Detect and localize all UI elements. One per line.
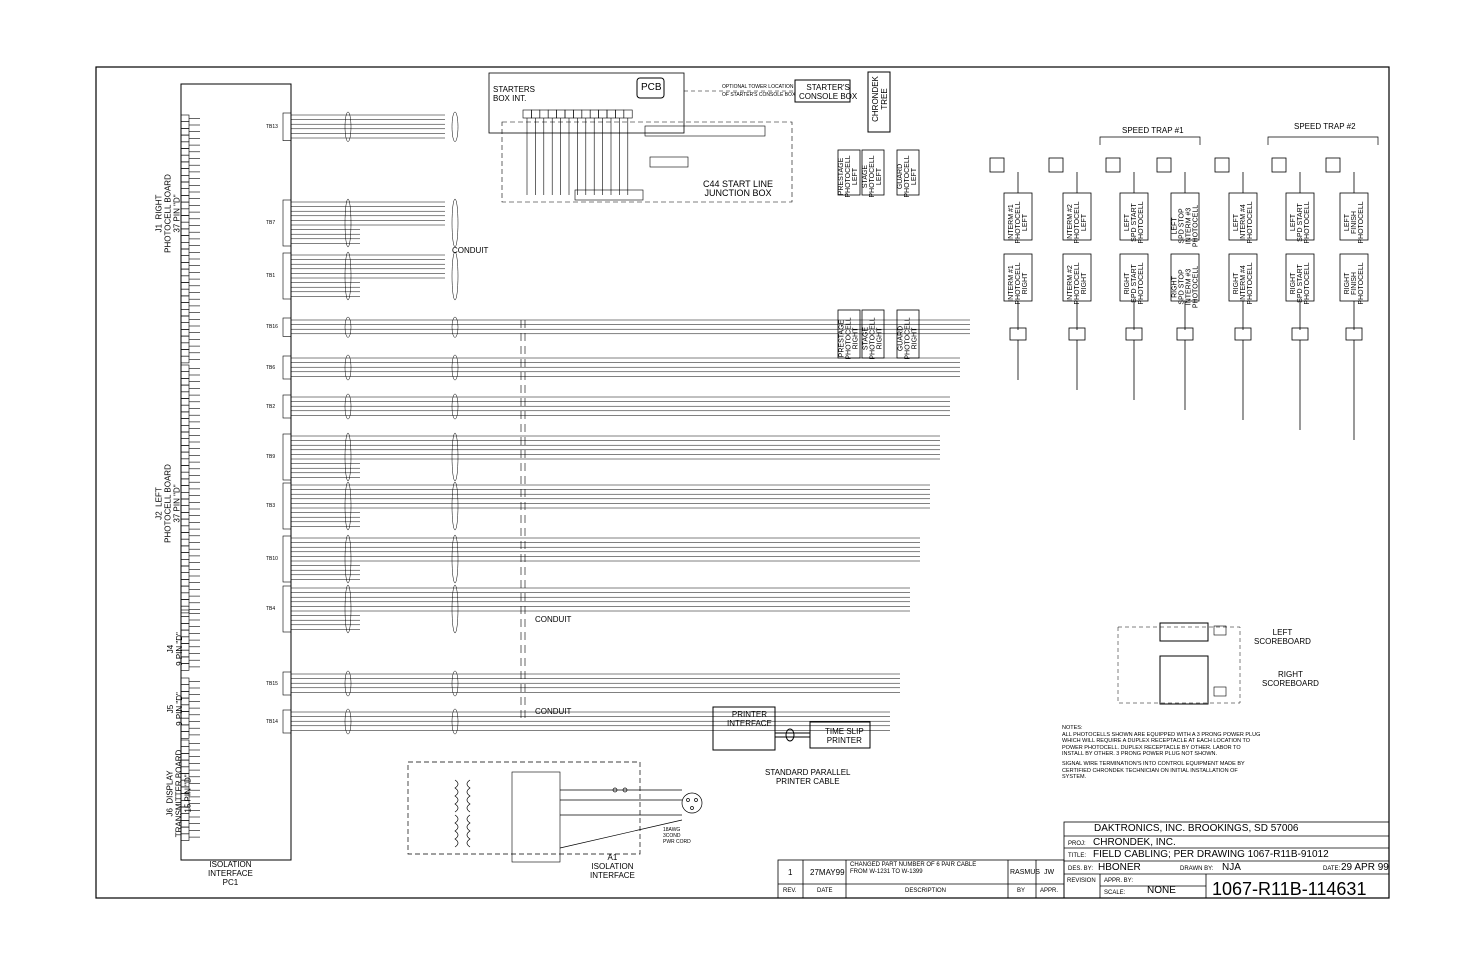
connector-pin — [181, 506, 189, 513]
terminal-block-label: TB3 — [266, 503, 276, 509]
rev-header-rev: REV. — [783, 888, 797, 894]
a1-isolation-box — [408, 762, 640, 854]
connector-pin — [181, 202, 189, 209]
terminal-block — [283, 113, 291, 141]
speed-trap-2-label: SPEED TRAP #2 — [1294, 122, 1356, 131]
rev-appr: JW — [1044, 869, 1055, 876]
cable-shield — [452, 585, 458, 633]
chrondek-tree-label: CHRONDEK TREE — [871, 76, 889, 122]
connector-pin — [181, 566, 189, 573]
tb-des: HBONER — [1098, 862, 1141, 873]
terminal-block — [283, 395, 291, 418]
tb-des-label: DES. BY: — [1068, 866, 1094, 872]
tb-appr-label: APPR. BY: — [1104, 878, 1134, 884]
connector-pin — [181, 526, 189, 533]
connector-pin — [181, 600, 189, 607]
connector-pin — [181, 189, 189, 196]
tb-drawn-label: DRAWN BY: — [1180, 866, 1214, 872]
connector-pin — [181, 519, 189, 526]
connector-pin — [181, 425, 189, 432]
starters-box-terminal — [582, 110, 590, 118]
rev-header-date: DATE — [817, 888, 833, 894]
trap-photocell-right-label: INTERM #2 PHOTOCELL RIGHT — [1067, 262, 1088, 305]
connector-pin — [181, 296, 189, 303]
left-scoreboard-box — [1160, 623, 1208, 641]
connector-pin — [181, 546, 189, 553]
connector-pin — [181, 175, 189, 182]
terminal-block-group — [283, 113, 291, 733]
time-slip-printer-label: TIME SLIP PRINTER — [825, 727, 864, 745]
connector-pin — [181, 142, 189, 149]
connector-pin — [181, 182, 189, 189]
connector-pin — [181, 499, 189, 506]
connector-pin — [181, 439, 189, 446]
terminal-block — [283, 536, 291, 582]
conduit-label-3: CONDUIT — [535, 707, 572, 716]
connector-pin — [181, 559, 189, 566]
rev-header-by: BY — [1017, 888, 1026, 894]
cable-shield — [452, 482, 458, 530]
printer-cable-label: STANDARD PARALLEL PRINTER CABLE — [765, 768, 851, 786]
tb-proj-label: PROJ: — [1068, 841, 1086, 847]
cable-shield — [345, 199, 351, 247]
connector-pin — [181, 365, 189, 372]
connector-pin — [181, 533, 189, 540]
terminal-block-label: TB15 — [266, 680, 278, 687]
plug-connector — [1049, 158, 1063, 172]
plug-connector — [990, 158, 1004, 172]
connector-pin — [181, 249, 189, 256]
terminal-block-label: TB13 — [266, 123, 278, 130]
connector-pin — [181, 262, 189, 269]
cable-shield — [452, 112, 458, 142]
start-photocell-right-label: STAGE PHOTOCELL RIGHT — [862, 317, 884, 360]
connector-pin — [181, 452, 189, 459]
tb-title-label: TITLE: — [1068, 853, 1087, 859]
trap-photocell-left-label: LEFT SPD START PHOTOCELL — [1124, 201, 1145, 244]
rev-description: CHANGED PART NUMBER OF 6 PAIR CABLE FROM W-1231 TO W-1399 — [850, 862, 977, 875]
tb-date-label: DATE: — [1323, 866, 1341, 872]
connector-pin — [181, 593, 189, 600]
connector-pin — [181, 195, 189, 202]
connector-pin — [181, 309, 189, 316]
notes-title: NOTES: — [1062, 725, 1083, 731]
j2-board-label: J2 LEFT PHOTOCELL BOARD 37 PIN "D" — [154, 464, 182, 543]
rev-date: 27MAY99 — [810, 868, 845, 877]
start-photocell-left-label: STAGE PHOTOCELL LEFT — [862, 155, 883, 198]
trap-photocell-right-label: RIGHT SPD START PHOTOCELL — [1290, 262, 1311, 305]
tb-drawing-number: 1067-R11B-114631 — [1212, 879, 1367, 899]
terminal-block-label: TB6 — [266, 364, 276, 371]
trap-photocell-right-label: RIGHT SPD START PHOTOCELL — [1124, 262, 1145, 305]
start-photocell-right-label: PRESTAGE PHOTOCELL RIGHT — [838, 317, 860, 360]
start-photocell-left-label: PRESTAGE PHOTOCELL LEFT — [838, 155, 859, 198]
connector-pin — [181, 586, 189, 593]
starters-box-terminal — [590, 110, 598, 118]
cable-shield — [345, 482, 351, 530]
trap-photocell-right-label: INTERM #1 PHOTOCELL RIGHT — [1008, 262, 1029, 305]
tb-proj: CHRONDEK, INC. — [1093, 837, 1176, 848]
j4-label: J4 9 PIN "D" — [166, 632, 184, 666]
cable-shield — [345, 535, 351, 583]
connector-pin — [181, 405, 189, 412]
connector-pin — [181, 222, 189, 229]
connector-pin — [181, 229, 189, 236]
terminal-block — [283, 253, 291, 299]
connector-pin — [181, 155, 189, 162]
rev-number: 1 — [788, 868, 793, 877]
connector-pin — [181, 350, 189, 357]
a1-label: A1 ISOLATION INTERFACE — [590, 853, 635, 880]
terminal-block — [283, 434, 291, 480]
connector-pin — [181, 419, 189, 426]
rev-header-desc: DESCRIPTION — [905, 888, 947, 894]
connector-pin — [181, 399, 189, 406]
rev-header-appr: APPR. — [1040, 888, 1059, 894]
trap-photocell-left-label: LEFT SPD START PHOTOCELL — [1290, 201, 1311, 244]
notes-block — [1062, 725, 1262, 781]
pcb-label: PCB — [641, 82, 662, 93]
plug-connector — [1106, 158, 1120, 172]
tb-drawn: NJA — [1222, 862, 1241, 873]
terminal-block-label: TB1 — [266, 273, 276, 279]
cable-shield — [452, 252, 458, 300]
terminal-block-label: TB10 — [266, 556, 278, 562]
rev-by: RASMUS — [1010, 869, 1040, 876]
starters-box-terminal — [531, 110, 539, 118]
terminal-block-label: TB4 — [266, 606, 276, 612]
connector-pin — [181, 378, 189, 385]
connector-pin — [181, 276, 189, 283]
connector-pin — [181, 356, 189, 363]
connector-pin — [181, 392, 189, 399]
starters-box-terminal — [557, 110, 565, 118]
terminal-block-label: TB9 — [266, 454, 276, 460]
right-scoreboard-label: RIGHT SCOREBOARD — [1262, 670, 1319, 688]
plug-connector — [1157, 158, 1171, 172]
starters-console-label: STARTER'S CONSOLE BOX — [799, 83, 858, 101]
trap-photocell-left-label: LEFT FINISH PHOTOCELL — [1344, 201, 1365, 244]
starters-box-terminal — [615, 110, 623, 118]
connector-pin — [181, 269, 189, 276]
connector-pin — [181, 323, 189, 330]
tb-company: DAKTRONICS, INC. BROOKINGS, SD 57006 — [1094, 823, 1299, 834]
tb-title: FIELD CABLING; PER DRAWING 1067-R11B-91012 — [1093, 849, 1329, 860]
connector-pin — [181, 385, 189, 392]
connector-pin — [181, 256, 189, 263]
cable-shield — [452, 535, 458, 583]
connector-pin — [181, 115, 189, 122]
connector-pin — [181, 303, 189, 310]
connector-pin — [181, 122, 189, 129]
terminal-block — [283, 483, 291, 529]
plug-connector — [1215, 158, 1229, 172]
connector-pin — [181, 329, 189, 336]
trap-photocell-right-label: RIGHT FINISH PHOTOCELL — [1344, 262, 1365, 305]
connector-pin — [181, 610, 189, 617]
connector-pin — [181, 486, 189, 493]
tower-note: OPTIONAL TOWER LOCATION OF STARTER'S CONSOLE BOX — [722, 84, 796, 98]
trap-photocell-left-label: LEFT SPD STOP INTERM #3 PHOTOCELL — [1171, 204, 1200, 248]
cable-shield — [345, 585, 351, 633]
left-scoreboard-label: LEFT SCOREBOARD — [1254, 628, 1311, 646]
connector-pin — [181, 242, 189, 249]
connector-pin — [181, 169, 189, 176]
tb-date: 29 APR 99 — [1341, 862, 1389, 873]
connector-pin — [181, 579, 189, 586]
connector-pin — [181, 336, 189, 343]
trap-photocell-right-label: RIGHT SPD STOP INTERM #3 PHOTOCELL — [1171, 265, 1200, 309]
j1-board-label: J1 RIGHT PHOTOCELL BOARD 37 PIN "D" — [154, 174, 182, 253]
speed-trap-1-label: SPEED TRAP #1 — [1122, 126, 1184, 135]
tb-revision-label: REVISION — [1067, 878, 1096, 884]
connector-pin — [181, 135, 189, 142]
trap-photocell-left-label: INTERM #2 PHOTOCELL LEFT — [1067, 201, 1088, 244]
connector-pin — [181, 606, 189, 613]
conduit-label-1: CONDUIT — [452, 246, 489, 255]
starters-box-terminal — [573, 110, 581, 118]
right-scoreboard-box — [1160, 656, 1208, 704]
speed-trap-1-bracket — [1100, 137, 1200, 145]
connector-pin — [181, 316, 189, 323]
terminal-block — [283, 672, 291, 695]
starters-box-terminal — [607, 110, 615, 118]
terminal-block — [283, 586, 291, 632]
starters-box-terminal — [565, 110, 573, 118]
plug-connector — [1272, 158, 1286, 172]
connector-pin — [181, 512, 189, 519]
connector-pin — [181, 343, 189, 350]
connector-pin — [181, 479, 189, 486]
printer-interface-label: PRINTER INTERFACE — [727, 710, 772, 728]
j5-label: J5 9 PIN "D" — [166, 692, 184, 726]
connector-pin — [181, 162, 189, 169]
terminal-block-label: TB14 — [266, 718, 278, 725]
connector-pin — [181, 128, 189, 135]
connector-pin — [181, 539, 189, 546]
connector-pin — [181, 445, 189, 452]
connector-pin — [181, 289, 189, 296]
connector-pin — [181, 432, 189, 439]
connector-pin — [181, 209, 189, 216]
terminal-block-label: TB2 — [266, 403, 276, 410]
starters-box-terminal — [540, 110, 548, 118]
cable-shield — [345, 433, 351, 481]
connector-pin — [181, 553, 189, 560]
start-photocell-right-label: GUARD PHOTOCELL RIGHT — [897, 317, 919, 360]
junction-box-label: C44 START LINE JUNCTION BOX — [703, 179, 774, 198]
terminal-block — [283, 318, 291, 336]
connector-pin — [181, 412, 189, 419]
conduit-label-2: CONDUIT — [535, 615, 572, 624]
cable-shield — [345, 252, 351, 300]
connector-pin — [181, 573, 189, 580]
trap-photocell-right-label: RIGHT INTERM #4 PHOTOCELL — [1233, 262, 1254, 305]
connector-pin — [181, 236, 189, 243]
start-photocell-left-label: GUARD PHOTOCELL LEFT — [897, 155, 918, 198]
terminal-block — [283, 356, 291, 379]
trap-photocell-left-label: INTERM #1 PHOTOCELL LEFT — [1008, 201, 1029, 244]
tb-scale: NONE — [1147, 885, 1176, 896]
starters-box-terminal — [523, 110, 531, 118]
cable-shield — [452, 433, 458, 481]
terminal-block — [283, 200, 291, 246]
connector-pin — [181, 466, 189, 473]
connector-pin — [181, 459, 189, 466]
notes-body-2: SIGNAL WIRE TERMINATION'S INTO CONTROL EQUIPMENT MADE BY CERTIFIED CHRONDEK TECHNICIAN ON INITIAL INSTALLATION OF SYSTEM. — [1062, 760, 1245, 781]
terminal-block-label: TB7 — [266, 220, 276, 226]
tb-scale-label: SCALE: — [1104, 890, 1126, 896]
wire-bundles — [291, 112, 970, 734]
plug-connector — [1326, 158, 1340, 172]
trap-photocell-left-label: LEFT INTERM #4 PHOTOCELL — [1233, 201, 1254, 244]
terminal-block — [283, 710, 291, 733]
starters-box-terminal — [599, 110, 607, 118]
starters-box-label: STARTERS BOX INT. — [493, 85, 535, 103]
connector-pin — [181, 216, 189, 223]
notes-body: ALL PHOTOCELLS SHOWN ARE EQUIPPED WITH A 3 PRONG POWER PLUG WHICH WILL REQUIRE A DUPLEX RECEPTACLE AT EACH LOCATION TO POWER PHOTOCELL. DUPLEX RECEPTACLE BY OTHER. LABOR TO INSTALL BY OTHER. 3 PRONG POWER PLUG NOT SHOWN. — [1062, 731, 1261, 758]
power-cord-label: 18AWG 3COND PWR CORD — [663, 827, 691, 845]
j6-label: J6 DISPLAY TRANSMITTER BOARD 15 PIN "D" — [165, 749, 193, 838]
cable-shield — [345, 112, 351, 142]
connector-pin — [181, 472, 189, 479]
connector-pin — [181, 149, 189, 156]
pc1-label: ISOLATION INTERFACE PC1 — [208, 860, 253, 887]
speed-trap-2-bracket — [1268, 137, 1378, 145]
starters-box-terminal — [548, 110, 556, 118]
connector-pin — [181, 492, 189, 499]
cable-shield — [452, 199, 458, 247]
connector-pin — [181, 372, 189, 379]
terminal-block-label: TB16 — [266, 324, 278, 331]
starters-box-terminal — [624, 110, 632, 118]
connector-pin — [181, 283, 189, 290]
